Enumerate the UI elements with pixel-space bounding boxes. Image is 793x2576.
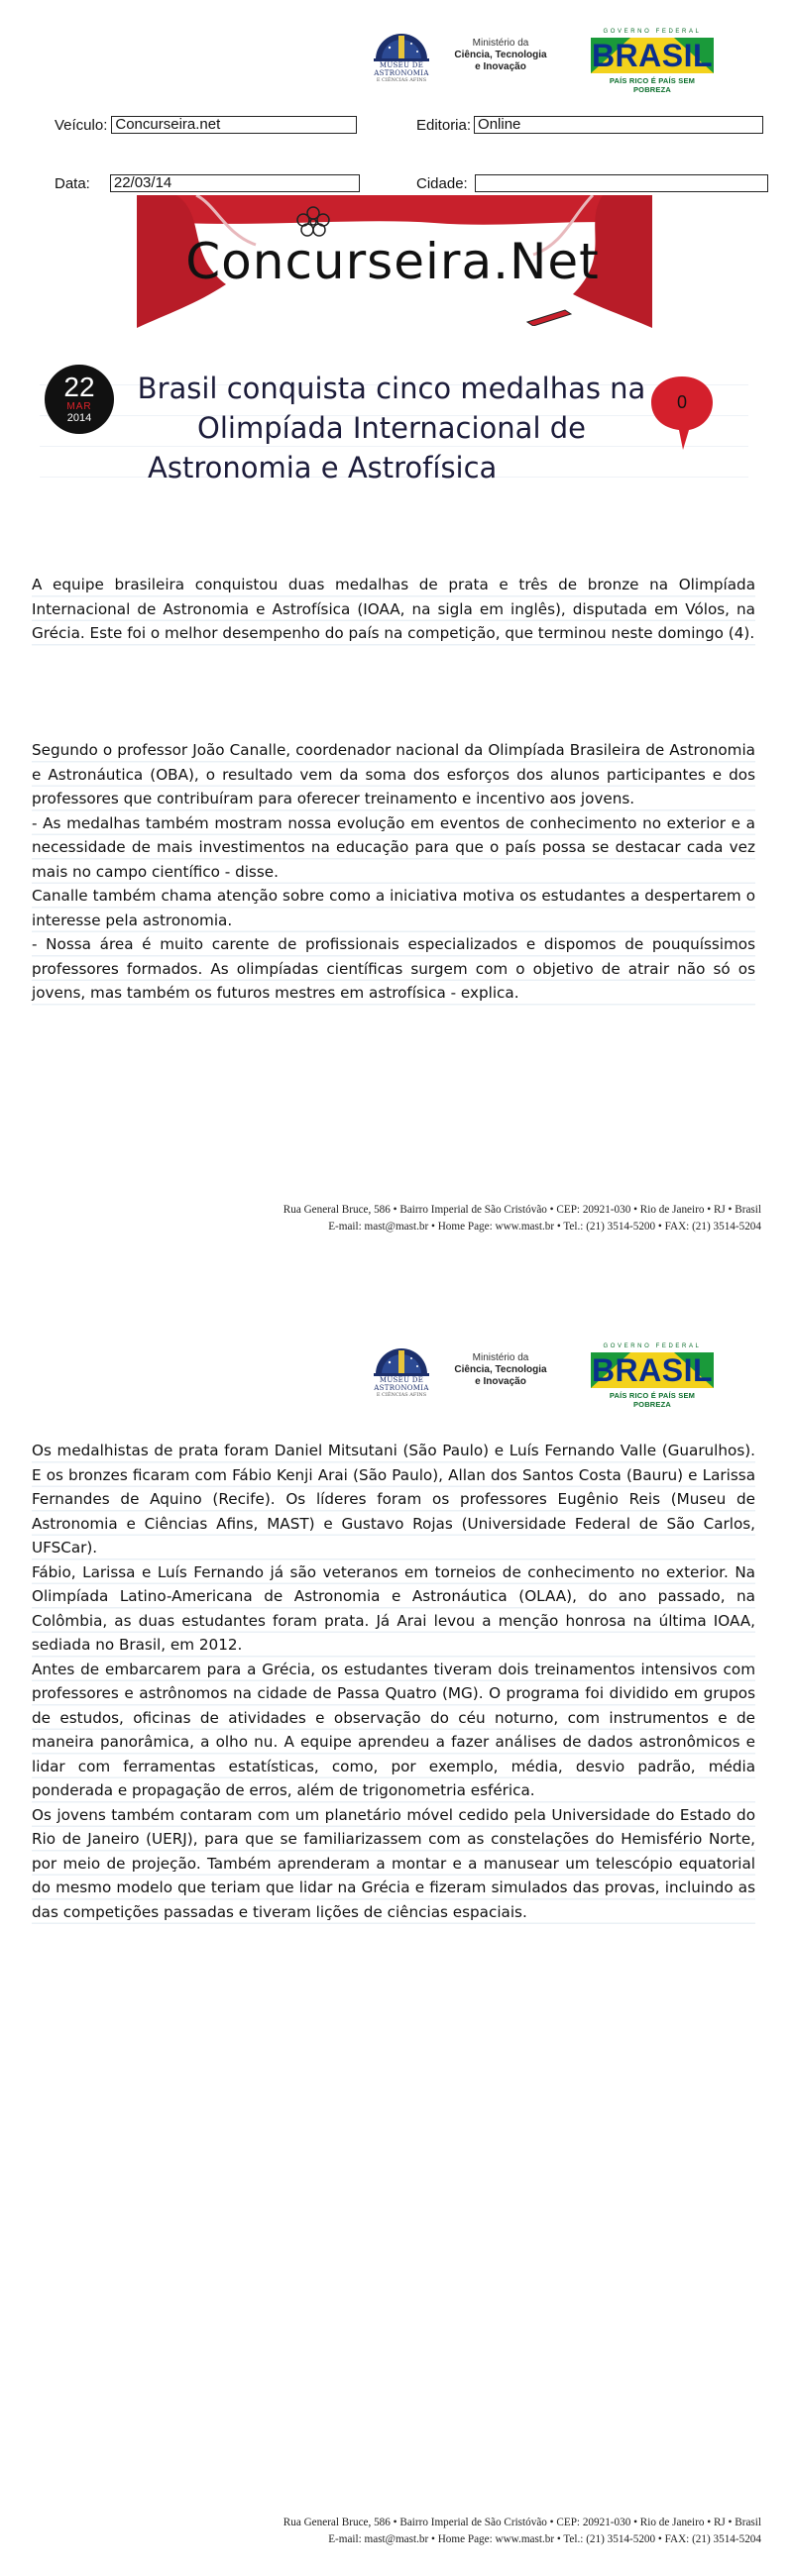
mast-name: MUSEU DE: [379, 1376, 424, 1384]
paragraph-5-text: - Nossa área é muito carente de profissionais especializados e dispomos de pouquíssimos professores formados. As olimpíadas científicas surgem com o objetivo de atrair não só os jovens, mas também os futuros mestres em astrofísica - explica.: [32, 935, 755, 1002]
date-day: 22: [63, 372, 95, 402]
header-logos-page-2: [367, 1342, 763, 1409]
comments-bubble[interactable]: [649, 373, 715, 452]
governo-slogan: PAÍS RICO É PAÍS SEM POBREZA: [609, 1391, 696, 1409]
ministerio-line2: Ciência, Tecnologia: [454, 50, 547, 60]
article-title-line2: Olimpíada Internacional de: [197, 411, 586, 445]
date-badge: [45, 365, 114, 434]
data-input[interactable]: 22/03/14: [110, 174, 360, 192]
editoria-field: [416, 115, 763, 135]
ministerio-line3: e Inovação: [475, 1376, 526, 1387]
mast-name-2: ASTRONOMIA: [374, 69, 429, 77]
brasil-word: BRASIL: [591, 38, 714, 73]
cidade-field: [416, 173, 768, 193]
ministerio-logo: [451, 1352, 550, 1388]
governo-top: GOVERNO FEDERAL: [603, 29, 702, 35]
paragraph-4-text: Canalle também chama atenção sobre como a iniciativa motiva os estudantes a despertarem o interesse pela astronomia.: [32, 887, 755, 929]
comments-count: 0: [676, 392, 687, 412]
article-title-line1: Brasil conquista cinco medalhas na: [137, 372, 646, 405]
cidade-label: Cidade:: [416, 174, 468, 192]
governo-federal-logo: [591, 28, 714, 94]
article-header: [40, 355, 748, 503]
mast-logo: [367, 1342, 436, 1404]
editoria-label: Editoria:: [416, 116, 472, 134]
article-title-line3: Astronomia e Astrofísica: [148, 451, 498, 484]
date-month: MAR: [66, 401, 92, 412]
footer-page-1: [167, 1202, 761, 1235]
article-block-2: [32, 738, 755, 1006]
brasil-word: BRASIL: [591, 1352, 714, 1388]
banner-title: Concurseira.Net: [185, 233, 600, 290]
article-paragraph-1: [32, 573, 755, 646]
paragraph-6-text: Os medalhistas de prata foram Daniel Mitsutani (São Paulo) e Luís Fernando Valle (Guarulhos). E os bronzes ficaram com Fábio Kenji Arai (São Paulo), Allan dos Santos Costa (Bauru) e Larissa Fernandes de Aquino (Recife). Os líderes foram os professores Eugênio Reis (Museu de Astronomia e Ciências Afins, MAST) e Gustavo Rojas (Universidade Federal de São Carlos, UFSCar).: [32, 1442, 755, 1556]
footer-page-2: [167, 2515, 761, 2548]
paragraph-1-text: A equipe brasileira conquistou duas medalhas de prata e três de bronze na Olimpíada Internacional de Astronomia e Astrofísica (IOAA, na sigla em inglês), disputada em Vólos, na Grécia. Este foi o melhor desempenho do país na competição, que terminou neste domingo (4).: [32, 576, 755, 642]
data-label: Data:: [55, 174, 90, 192]
article-block-3: [32, 1439, 755, 1924]
ministerio-logo: [451, 38, 550, 73]
ministerio-line2: Ciência, Tecnologia: [454, 1364, 547, 1375]
brasil-wordmark: [591, 38, 714, 73]
data-field: [55, 173, 360, 193]
editoria-input[interactable]: Online: [474, 116, 763, 134]
footer-address: Rua General Bruce, 586 • Bairro Imperial de São Cristóvão • CEP: 20921-030 • Rio de Janeiro • RJ • Brasil: [283, 1204, 761, 1216]
pen-icon: [525, 306, 575, 326]
paragraph-8-text: Antes de embarcarem para a Grécia, os estudantes tiveram dois treinamentos intensivos com professores e astrônomos na cidade de Passa Quatro (MG). O programa foi dividido em grupos de estudos, oficinas de atividades e observação do céu noturno, com instrumentos e de maneira panorâmica, a olho nu. A equipe aprendeu a fazer análises de dados astronômicos e lidar com ferramentas estatísticas, como, por exemplo, média, desvio padrão, média ponderada e propagação de erros, além de trigonometria esférica.: [32, 1660, 755, 1799]
mast-tagline: E CIÊNCIAS AFINS: [376, 77, 427, 83]
governo-slogan: PAÍS RICO É PAÍS SEM POBREZA: [609, 76, 696, 94]
mast-name-2: ASTRONOMIA: [374, 1384, 429, 1392]
footer-contact: E-mail: mast@mast.br • Home Page: www.mast.br • Tel.: (21) 3514-5200 • FAX: (21) 3514-5204: [328, 1221, 761, 1233]
mast-tagline: E CIÊNCIAS AFINS: [376, 1392, 427, 1398]
governo-federal-logo: [591, 1342, 714, 1409]
cidade-input[interactable]: [475, 174, 768, 192]
mast-name: MUSEU DE: [379, 61, 424, 69]
observatory-dome-icon: [372, 1342, 431, 1376]
header-logos: [367, 28, 763, 94]
veiculo-label: Veículo:: [55, 116, 108, 134]
observatory-dome-icon: [372, 28, 431, 61]
date-year: 2014: [66, 412, 92, 424]
footer-contact: E-mail: mast@mast.br • Home Page: www.mast.br • Tel.: (21) 3514-5200 • FAX: (21) 3514-5204: [328, 2533, 761, 2545]
veiculo-field: [55, 115, 357, 135]
governo-top: GOVERNO FEDERAL: [603, 1343, 702, 1349]
site-banner: [67, 195, 718, 328]
brasil-wordmark: [591, 1352, 714, 1388]
paragraph-9-text: Os jovens também contaram com um planetário móvel cedido pela Universidade do Estado do Rio de Janeiro (UERJ), para que se familiarizassem com as constelações do Hemisfério Norte, por meio de projeção. Também aprenderam a montar e a manusear um telescópio equatorial do mesmo modelo que teriam que lidar na Grécia e fizeram simulados das provas, incluindo as das competições passadas e tiveram lições de ciências espaciais.: [32, 1805, 755, 1921]
footer-address: Rua General Bruce, 586 • Bairro Imperial de São Cristóvão • CEP: 20921-030 • Rio de Janeiro • RJ • Brasil: [283, 2517, 761, 2528]
ministerio-line3: e Inovação: [475, 61, 526, 72]
paragraph-7-text: Fábio, Larissa e Luís Fernando já são veteranos em torneios de conhecimento no exterior. Na Olimpíada Latino-Americana de Astronomia e Astronáutica (OLAA), do ano passado, na Colômbia, as duas estudantes foram prata. Já Arai levou a menção honrosa na última IOAA, sediada no Brasil, em 2012.: [32, 1562, 755, 1654]
paragraph-2-text: Segundo o professor João Canalle, coordenador nacional da Olimpíada Brasileira de Astronomia e Astronáutica (OBA), o resultado vem da soma dos esforços dos alunos participantes e dos professores que contribuíram para oferecer treinamento e incentivo aos jovens.: [32, 741, 755, 807]
paragraph-3-text: - As medalhas também mostram nossa evolução em eventos de conhecimento no exterior e a necessidade de mais investimentos na educação para que o país possa se destacar cada vez mais no campo científico - disse.: [32, 813, 755, 881]
article-title: [134, 369, 649, 487]
ministerio-line1: Ministério da: [472, 1352, 529, 1363]
ministerio-line1: Ministério da: [472, 38, 529, 49]
veiculo-input[interactable]: Concurseira.net: [111, 116, 357, 134]
mast-logo: [367, 28, 436, 89]
